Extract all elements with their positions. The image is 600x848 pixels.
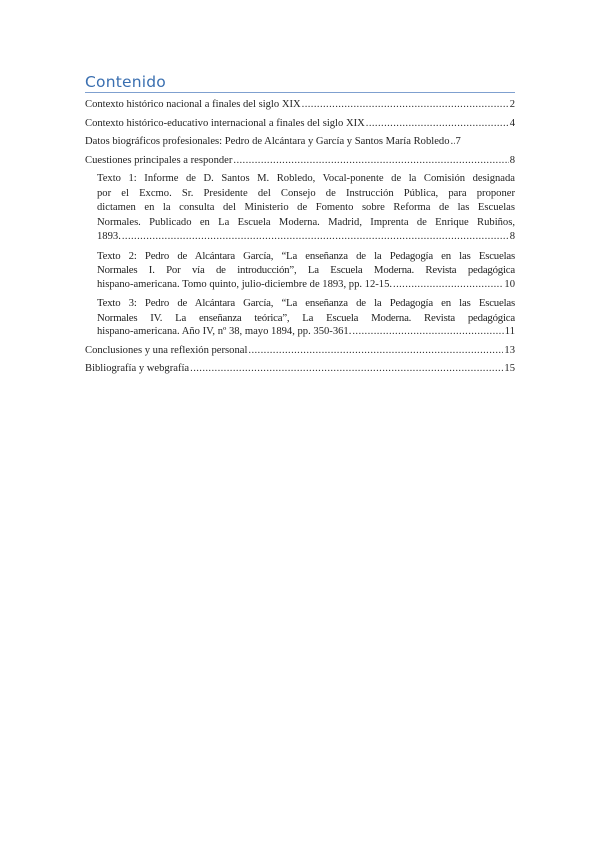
toc-entry-title: Datos biográficos profesionales: Pedro de Alcántara y García y Santos María Robledo (85, 136, 450, 147)
dot-leader (366, 117, 509, 132)
toc-entry[interactable] (85, 154, 515, 169)
toc-entry-text-line: por el Excmo. Sr. Presidente del Consejo de Instrucción Pública, para proponer (97, 187, 515, 199)
dot-leader (122, 230, 509, 245)
toc-entry-text-line: Texto 1: Informe de D. Santos M. Robledo, Vocal-ponente de la Comisión designada (97, 173, 515, 184)
toc-entry-title: Cuestiones principales a responder (85, 154, 233, 166)
toc-entry[interactable] (85, 344, 515, 359)
toc-entry-text-line: Normales I. Por vía de introducción”, La Escuela Moderna. Revista pedagógica (97, 264, 515, 276)
toc-entry-page: 4 (509, 117, 515, 129)
toc-entry[interactable] (85, 296, 515, 340)
dot-leader (302, 98, 509, 113)
toc-entry-text-line: Texto 3: Pedro de Alcántara García, “La enseñanza de la Pedagogía en las Escuelas (97, 297, 515, 309)
toc-entry-title: hispano-americana. Tomo quinto, julio-diciembre de 1893, pp. 12-15. (97, 278, 393, 290)
toc-entry-page: 11 (504, 326, 515, 337)
toc-entry-title: hispano-americana. Año IV, nº 38, mayo 1894, pp. 350-361. (97, 326, 352, 337)
toc-entry-page: 7 (455, 136, 461, 147)
toc-entry-title: Conclusiones y una reflexión personal (85, 344, 248, 356)
toc-entry-text-line: Texto 2: Pedro de Alcántara García, “La enseñanza de la Pedagogía en las Escuelas (97, 249, 515, 262)
toc-entry-page: 15 (504, 363, 515, 374)
toc-entry-page: 8 (509, 154, 515, 166)
toc-title: Contenido (85, 73, 166, 91)
dot-leader (451, 135, 455, 150)
toc-entry[interactable] (85, 98, 515, 113)
toc-entry-page: 13 (504, 344, 515, 356)
toc-entry[interactable] (85, 249, 515, 293)
toc-entry-text-line: Normales IV. La enseñanza teórica”, La Escuela Moderna. Revista pedagógica (97, 311, 515, 324)
toc-entry-text-line: dictamen en la consulta del Ministerio de Fomento sobre Reforma de las Escuelas (97, 202, 515, 213)
title-underline (85, 92, 515, 93)
toc-entry-page: 2 (509, 99, 515, 110)
toc-entry[interactable] (85, 172, 515, 245)
dot-leader (393, 278, 503, 293)
toc-entry[interactable] (85, 117, 515, 132)
toc-entry-title: 1893. (97, 231, 121, 242)
dot-leader (248, 344, 503, 359)
toc-entry-text-line: Normales. Publicado en La Escuela Moderna. Madrid, Imprenta de Enrique Rubiños, (97, 216, 515, 228)
dot-leader (190, 362, 503, 377)
dot-leader (233, 154, 508, 169)
toc-entry[interactable] (85, 362, 515, 377)
toc-entry-page: 8 (509, 231, 515, 242)
toc-entry-title: Bibliografía y webgrafía (85, 363, 190, 374)
toc-entry-title: Contexto histórico nacional a finales del siglo XIX (85, 99, 301, 110)
table-of-contents (85, 96, 515, 377)
toc-entry-title: Contexto histórico-educativo internacional a finales del siglo XIX (85, 117, 365, 129)
dot-leader (352, 325, 503, 340)
toc-entry-page: 10 (504, 278, 515, 290)
toc-entry[interactable] (85, 135, 515, 150)
